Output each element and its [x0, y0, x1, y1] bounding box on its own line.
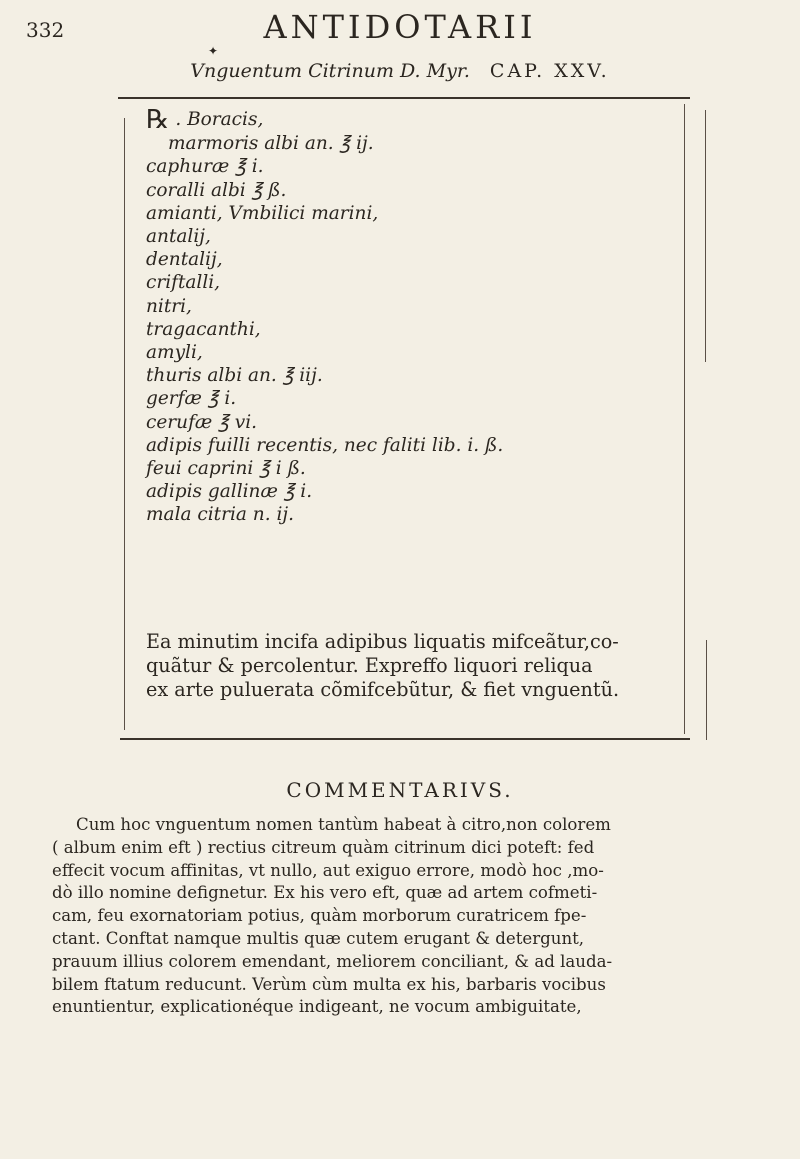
recipe-line-6: antalij,: [146, 226, 211, 248]
directions-line-1: Ea minutim incifa adipibus liquatis mifceãtur,co-: [146, 630, 619, 653]
recipe-line-13: gerfæ ℥ i.: [146, 388, 237, 410]
chapter-heading: [0, 60, 800, 82]
commentary-line-4: dò illo nomine defignetur. Ex his vero eft, quæ ad artem cofmeti-: [52, 883, 598, 903]
directions-line-2: quãtur & percolentur. Expreffo liquori reliqua: [146, 654, 593, 677]
recipe-line-9: nitri,: [146, 295, 192, 317]
recipe-line-2: marmoris albi an. ℥ ij.: [168, 133, 374, 155]
commentary-line-2: ( album enim eft ) rectius citreum quàm citrinum dici poteft: fed: [52, 837, 595, 857]
recipe-directions: [146, 630, 702, 702]
recipe-line-14: cerufæ ℥ vi.: [146, 411, 257, 433]
recipe-symbol-icon: ℞: [146, 105, 170, 135]
recipe-line-12: thuris albi an. ℥ iij.: [146, 365, 323, 387]
chapter-label: CAP. XXV.: [489, 60, 610, 82]
frame-outer-right-rule-lower: [706, 640, 707, 740]
commentary-line-1: Cum hoc vnguentum nomen tantùm habeat à citro,non colorem: [76, 815, 611, 834]
recipe-line-7: dentalij,: [146, 249, 223, 271]
chapter-title: Vnguentum Citrinum D. Myr.: [190, 60, 470, 82]
recipe-line-16: feui caprini ℥ i ß.: [146, 458, 306, 480]
commentary-line-7: prauum illius colorem emendant, meliorem conciliant, & ad lauda-: [52, 951, 613, 971]
commentary-line-3: effecit vocum affinitas, vt nullo, aut exiguo errore, modò hoc ,mo-: [52, 860, 604, 880]
recipe-line-4: coralli albi ℥ ß.: [146, 179, 287, 201]
directions-line-3: ex arte puluerata cõmifcebũtur, & fiet vnguentũ.: [146, 678, 620, 701]
commentary-line-9: enuntientur, explicationéque indigeant, ne vocum ambiguitate,: [52, 997, 582, 1017]
commentary-line-5: cam, feu exornatoriam potius, quàm morborum curatricem fpe-: [52, 906, 587, 926]
commentary-body: [52, 814, 764, 1019]
recipe-ingredient-list: [146, 105, 706, 527]
recipe-line-8: criftalli,: [146, 272, 221, 294]
recipe-line-17: adipis gallinæ ℥ i.: [146, 481, 313, 503]
recipe-line-1: ℞ . Boracis,: [146, 105, 264, 135]
running-head: ANTIDOTARII: [263, 8, 537, 46]
frame-bottom-rule: [120, 738, 690, 740]
commentary-line-8: bilem ftatum reducunt. Verùm cùm multa ex his, barbaris vocibus: [52, 974, 606, 994]
frame-left-rule: [124, 118, 125, 730]
frame-top-rule: [118, 97, 690, 99]
recipe-line-3: caphuræ ℥ i.: [146, 156, 264, 178]
page-number: 332: [26, 18, 65, 42]
recipe-line-15: adipis fuilli recentis, nec faliti lib. i. ß.: [146, 434, 504, 456]
recipe-line-11: amyli,: [146, 342, 203, 364]
recipe-line-5: amianti, Vmbilici marini,: [146, 202, 379, 224]
recipe-line-18: mala citria n. ij.: [146, 504, 294, 526]
recipe-line-10: tragacanthi,: [146, 318, 261, 340]
commentary-title: COMMENTARIVS.: [286, 778, 514, 802]
printer-mark-icon: ✦: [208, 44, 219, 58]
commentary-line-6: ctant. Conftat namque multis quæ cutem erugant & detergunt,: [52, 928, 585, 948]
